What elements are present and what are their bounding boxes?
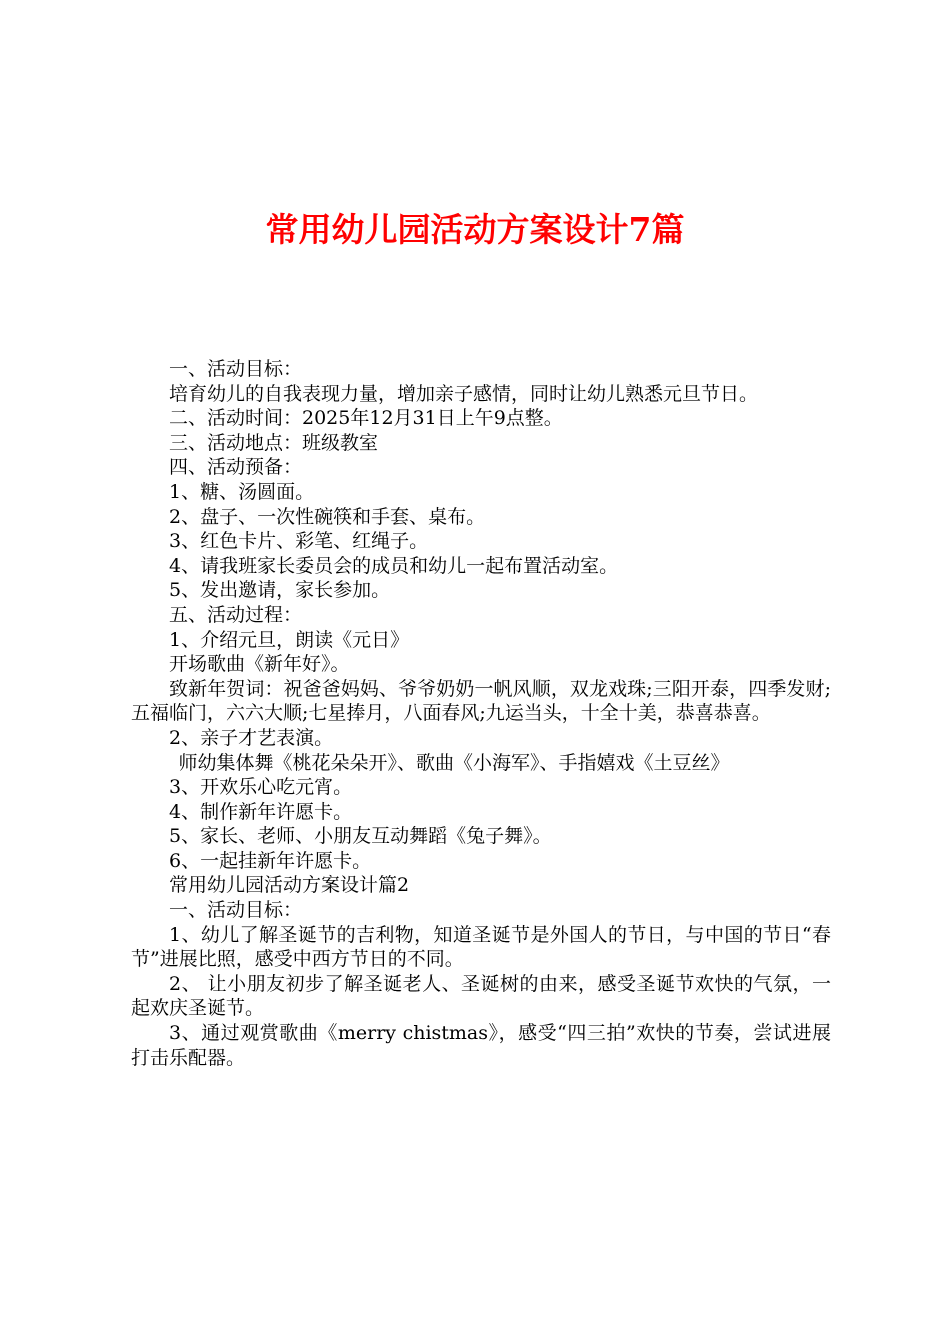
section-heading: 常用幼儿园活动方案设计篇2 — [169, 874, 410, 897]
paragraph: 5、发出邀请，家长参加。 — [169, 579, 391, 602]
paragraph: 一、活动目标： — [169, 899, 303, 922]
paragraph: 四、活动预备： — [169, 456, 303, 479]
document-title: 常用幼儿园活动方案设计7篇 — [265, 210, 685, 249]
paragraph: 5、家长、老师、小朋友互动舞蹈《兔子舞》。 — [169, 825, 552, 848]
paragraph: 师幼集体舞《桃花朵朵开》、歌曲《小海军》、手指嬉戏《土豆丝》 — [178, 751, 730, 774]
paragraph: 1、介绍元旦，朗读《元日》 — [169, 628, 410, 651]
paragraph: 1、糖、汤圆面。 — [169, 480, 315, 503]
paragraph: 4、制作新年许愿卡。 — [169, 800, 353, 823]
paragraph: 3、红色卡片、彩笔、红绳子。 — [169, 530, 429, 553]
paragraph: 二、活动时间：2025年12月31日上午9点整。 — [169, 407, 563, 430]
paragraph: 三、活动地点：班级教室 — [169, 431, 379, 454]
paragraph: 2、盘子、一次性碗筷和手套、桌布。 — [169, 505, 486, 528]
paragraph: 开场歌曲《新年好》。 — [169, 653, 350, 676]
paragraph: 6、一起挂新年许愿卡。 — [169, 849, 372, 872]
paragraph: 2、 让小朋友初步了解圣诞老人、圣诞树的由来，感受圣诞节欢快的气氛，一起欢庆圣诞节。 — [131, 972, 831, 1020]
paragraph: 3、开欢乐心吃元宵。 — [169, 776, 353, 799]
paragraph: 一、活动目标： — [169, 358, 303, 380]
document-body — [131, 357, 831, 1070]
paragraph: 3、通过观赏歌曲《merry chistmas》，感受“四三拍”欢快的节奏，尝试进展打击乐配器。 — [131, 1022, 831, 1069]
paragraph: 培育幼儿的自我表现力量，增加亲子感情，同时让幼儿熟悉元旦节日。 — [169, 382, 759, 405]
paragraph: 五、活动过程： — [169, 603, 303, 626]
paragraph: 2、亲子才艺表演。 — [169, 726, 334, 749]
paragraph: 1、幼儿了解圣诞节的吉利物，知道圣诞节是外国人的节日，与中国的节日“春节”进展比照，感受中西方节日的不同。 — [131, 923, 831, 971]
paragraph: 致新年贺词：祝爸爸妈妈、爷爷奶奶一帆风顺，双龙戏珠;三阳开泰，四季发财;五福临门，六六大顺;七星捧月，八面春风;九运当头，十全十美，恭喜恭喜。 — [131, 677, 831, 725]
paragraph: 4、请我班家长委员会的成员和幼儿一起布置活动室。 — [169, 554, 619, 577]
